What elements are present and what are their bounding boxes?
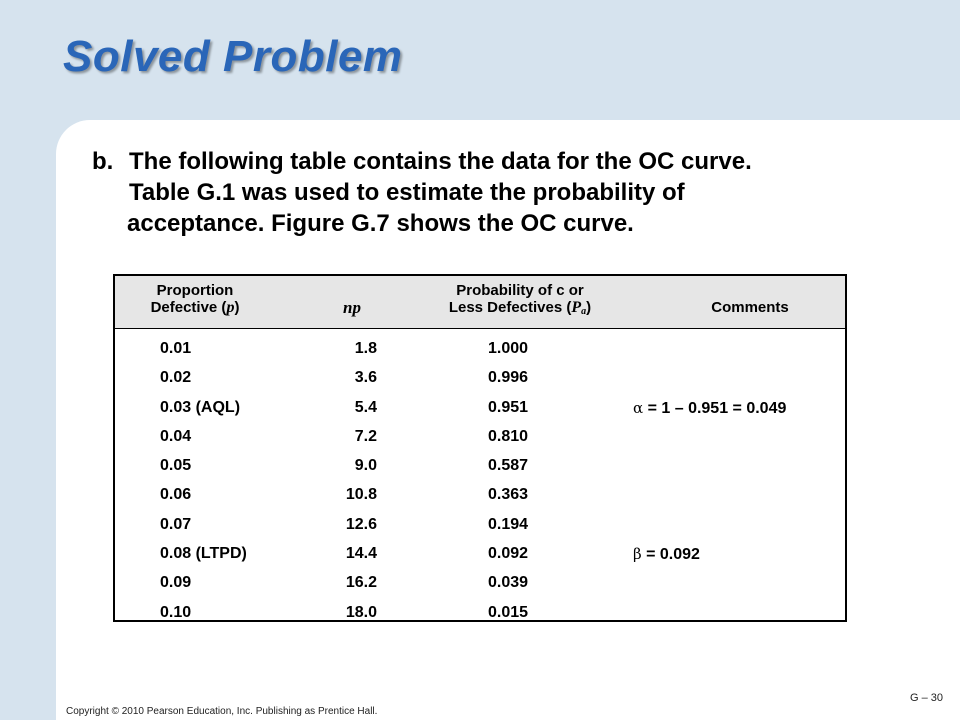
cell-probability: 0.951 bbox=[488, 398, 529, 416]
table-row bbox=[115, 481, 845, 510]
cell-proportion: 0.06 bbox=[160, 486, 192, 504]
intro-line-2: Table G.1 was used to estimate the probability of bbox=[129, 179, 685, 206]
cell-probability: 0.039 bbox=[488, 574, 529, 592]
cell-np: 7.2 bbox=[354, 427, 377, 445]
table-body bbox=[115, 335, 845, 628]
header-comments: Comments bbox=[711, 299, 789, 316]
table-row bbox=[115, 364, 845, 393]
beta-symbol: β bbox=[633, 545, 642, 564]
cell-proportion: 0.03 (AQL) bbox=[160, 398, 241, 416]
table-row bbox=[115, 394, 845, 423]
cell-comment: β = 0.092 bbox=[633, 545, 700, 564]
table-header bbox=[115, 276, 845, 329]
copyright-notice: Copyright © 2010 Pearson Education, Inc. Publishing as Prentice Hall. bbox=[66, 706, 378, 717]
cell-np: 12.6 bbox=[345, 515, 377, 533]
item-letter: b. bbox=[92, 148, 114, 175]
cell-proportion: 0.05 bbox=[160, 457, 192, 475]
header-probability: Probability of c or Less Defectives $(P_a)$ bbox=[448, 282, 592, 317]
cell-probability: 0.092 bbox=[488, 545, 529, 563]
cell-comment: α = 1 – 0.951 = 0.049 bbox=[633, 398, 787, 417]
cell-np: 5.4 bbox=[354, 398, 377, 416]
cell-proportion: 0.07 bbox=[160, 515, 192, 533]
cell-probability: 0.194 bbox=[488, 515, 529, 533]
cell-np: 16.2 bbox=[345, 574, 377, 592]
table-row bbox=[115, 511, 845, 540]
cell-probability: 0.810 bbox=[488, 427, 529, 445]
cell-probability: 0.015 bbox=[488, 603, 529, 621]
cell-proportion: 0.01 bbox=[160, 340, 192, 357]
cell-np: 18.0 bbox=[345, 603, 377, 621]
intro-line-3: acceptance. Figure G.7 shows the OC curve. bbox=[127, 210, 634, 237]
table-row bbox=[115, 540, 845, 569]
alpha-symbol: α bbox=[633, 398, 644, 417]
cell-np: 14.4 bbox=[345, 545, 377, 563]
cell-np: 9.0 bbox=[354, 457, 377, 475]
cell-proportion: 0.08 (LTPD) bbox=[160, 545, 247, 563]
cell-probability: 0.587 bbox=[488, 457, 529, 475]
cell-proportion: 0.04 bbox=[160, 427, 192, 445]
page-number: G – 30 bbox=[909, 692, 943, 704]
cell-np: 10.8 bbox=[345, 486, 377, 504]
header-np: np bbox=[343, 298, 361, 317]
table-row bbox=[115, 335, 845, 364]
table-row bbox=[115, 569, 845, 598]
cell-probability: 0.996 bbox=[488, 369, 529, 387]
intro-line-1: The following table contains the data for the OC curve. bbox=[129, 148, 752, 175]
table-row bbox=[115, 452, 845, 481]
table-row bbox=[115, 599, 845, 628]
header-proportion: Proportion Defective (p) bbox=[150, 282, 240, 316]
cell-probability: 1.000 bbox=[488, 340, 529, 357]
cell-np: 3.6 bbox=[354, 369, 377, 387]
cell-proportion: 0.02 bbox=[160, 369, 192, 387]
slide-title: Solved Problem bbox=[63, 32, 403, 81]
table-row bbox=[115, 423, 845, 452]
oc-curve-table bbox=[113, 274, 847, 622]
intro-paragraph bbox=[92, 146, 892, 239]
cell-proportion: 0.09 bbox=[160, 574, 192, 592]
cell-np: 1.8 bbox=[354, 340, 377, 357]
cell-proportion: 0.10 bbox=[160, 603, 192, 621]
cell-probability: 0.363 bbox=[488, 486, 529, 504]
